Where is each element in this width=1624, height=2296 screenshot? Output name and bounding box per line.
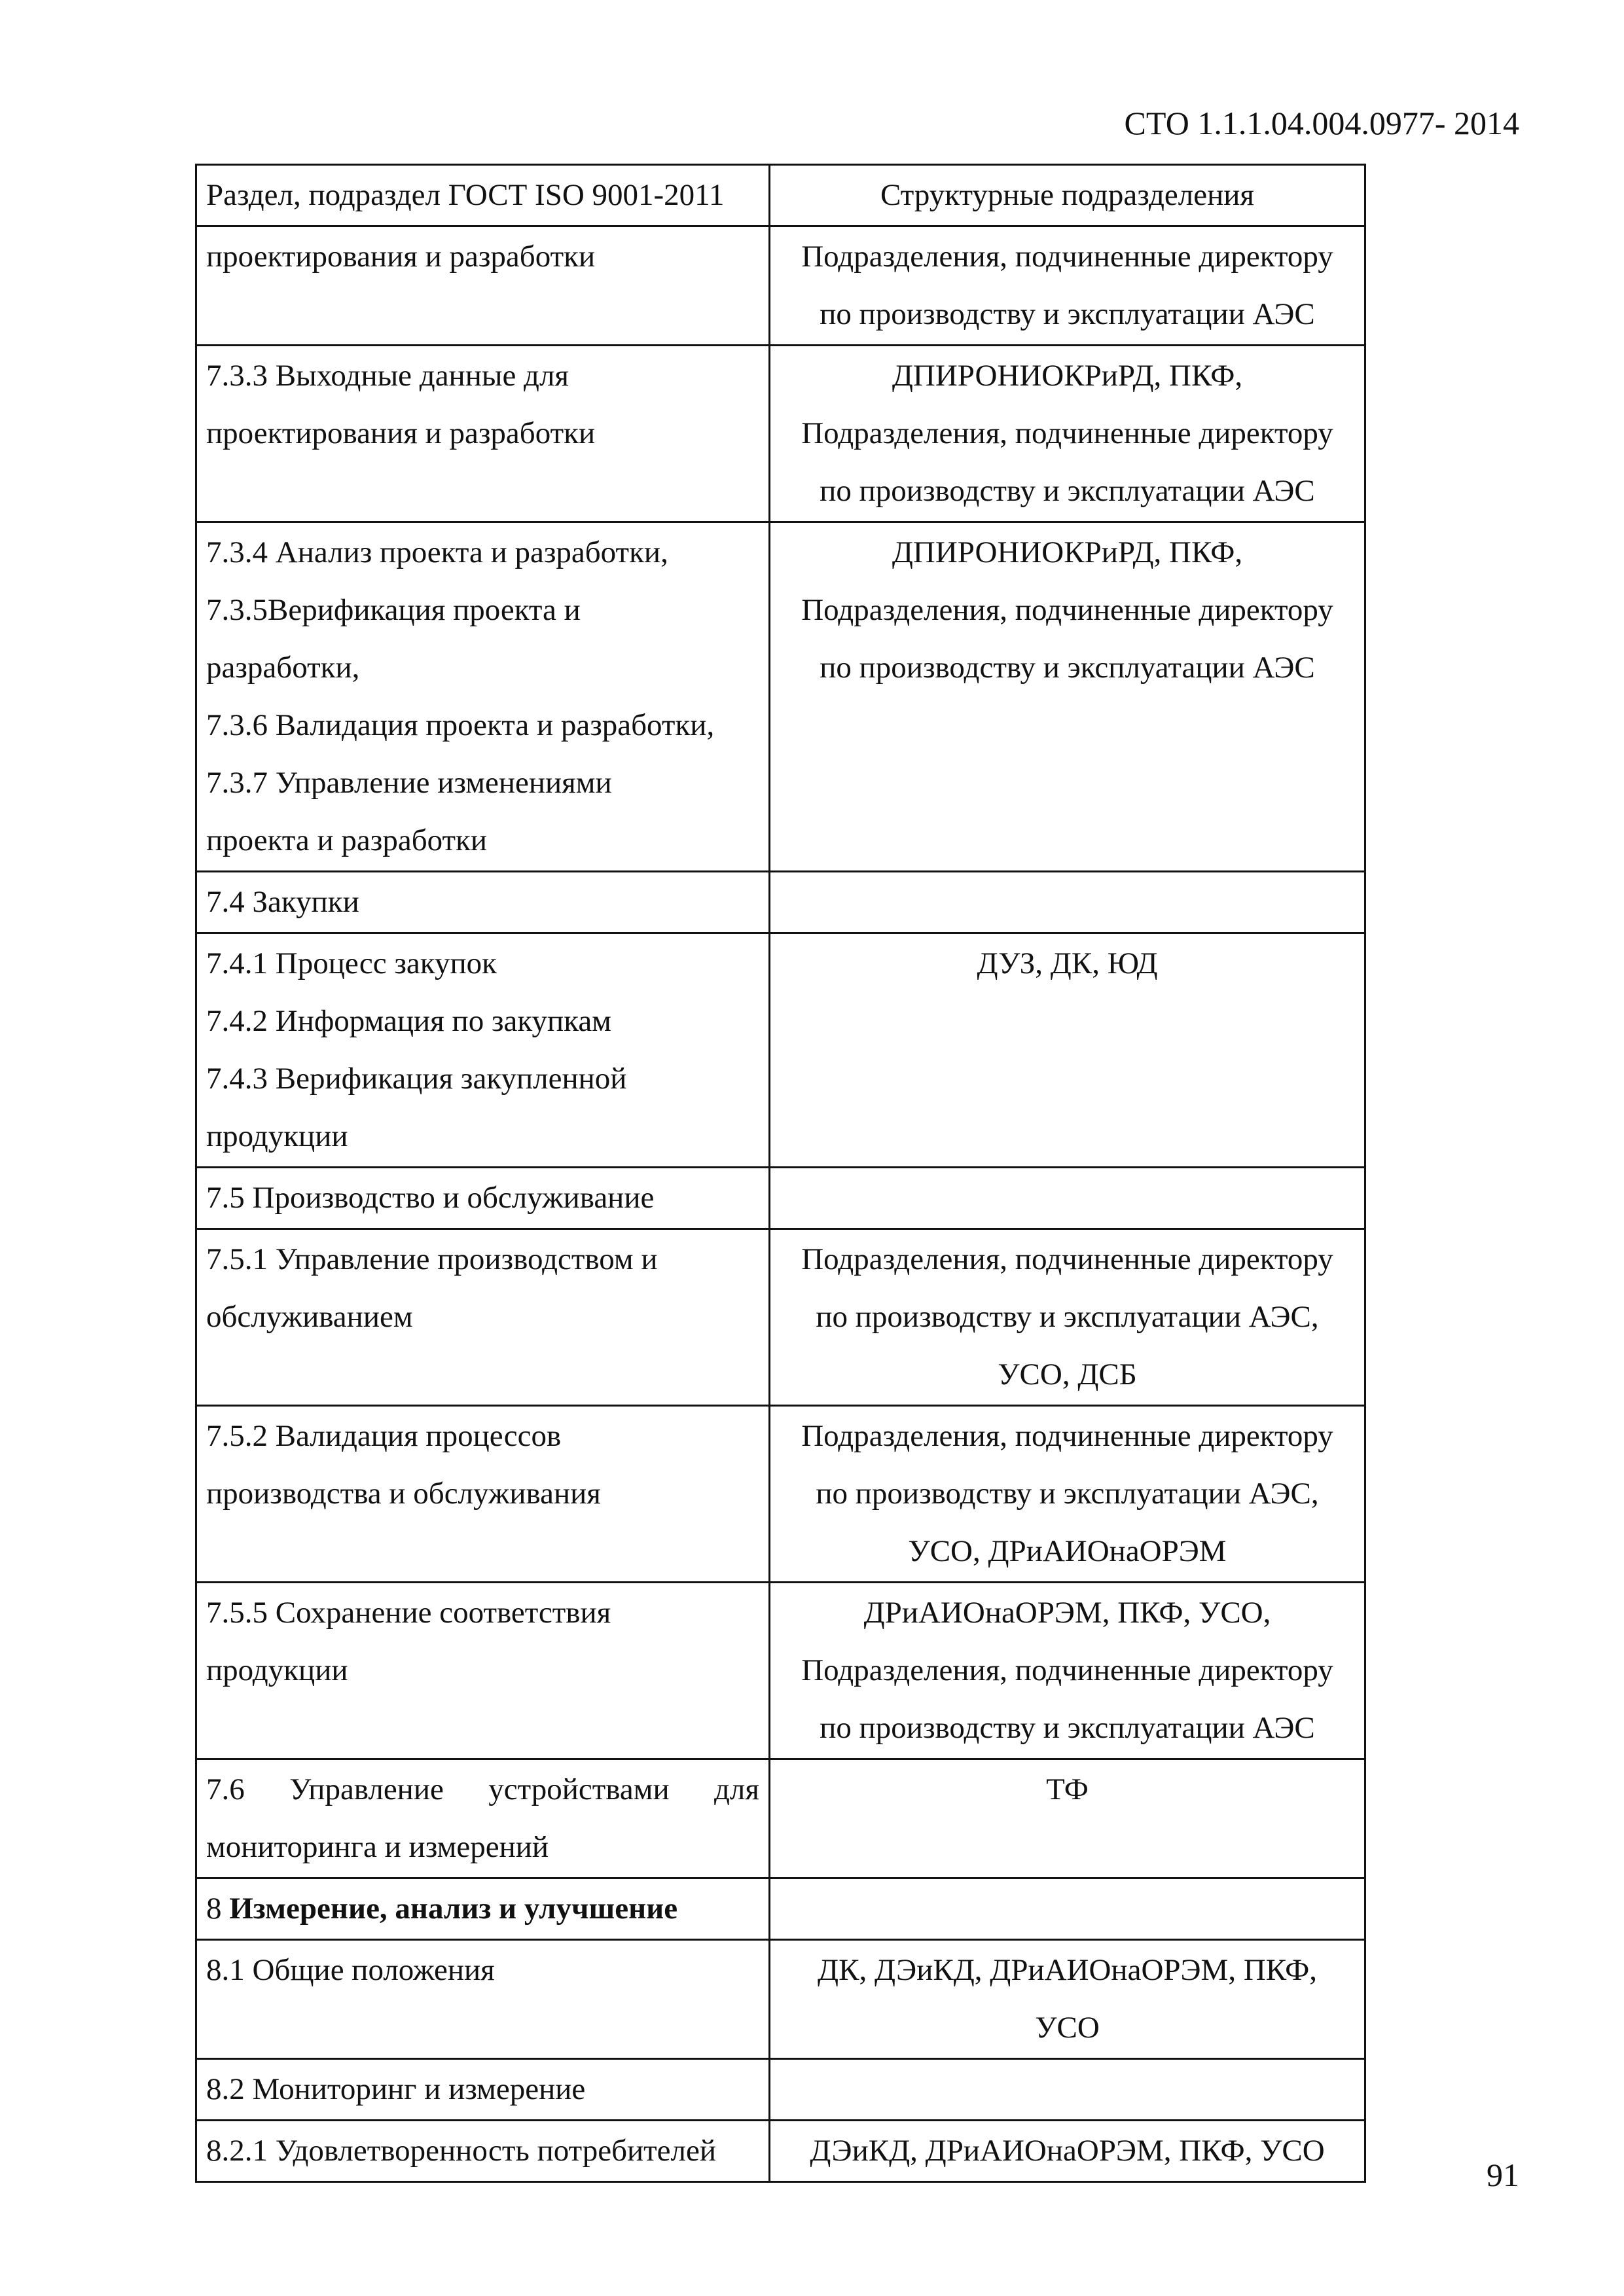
departments-cell: ДПИРОНИОКРиРД, ПКФ, Подразделения, подчиненные директору по производству и эксплуатации АЭС bbox=[770, 522, 1365, 872]
departments-cell-empty bbox=[770, 1168, 1365, 1229]
section-cell: 7.3.3 Выходные данные для проектирования и разработки bbox=[196, 346, 770, 522]
table-row bbox=[196, 1406, 1365, 1583]
departments-cell: Подразделения, подчиненные директору по производству и эксплуатации АЭС, УСО, ДСБ bbox=[770, 1229, 1365, 1406]
table-row bbox=[196, 346, 1365, 522]
document-code: СТО 1.1.1.04.004.0977- 2014 bbox=[1124, 105, 1519, 141]
section-cell: 8.1 Общие положения bbox=[196, 1940, 770, 2059]
justified-line: 7.6 Управление устройствами для bbox=[206, 1772, 759, 1806]
section-cell: 7.3.4 Анализ проекта и разработки, 7.3.5Верификация проекта и разработки, 7.3.6 Валидация проекта и разработки, 7.3.7 Управление изменениями проекта и разработки bbox=[196, 522, 770, 872]
table-row bbox=[196, 1878, 1365, 1940]
table-row bbox=[196, 1168, 1365, 1229]
table-row bbox=[196, 1759, 1365, 1878]
section-cell: 7.4 Закупки bbox=[196, 872, 770, 933]
header-cell-section: Раздел, подраздел ГОСТ ISO 9001-2011 bbox=[196, 165, 770, 226]
table-row bbox=[196, 2121, 1365, 2182]
departments-cell: ДПИРОНИОКРиРД, ПКФ, Подразделения, подчиненные директору по производству и эксплуатации АЭС bbox=[770, 346, 1365, 522]
departments-cell-empty bbox=[770, 2059, 1365, 2121]
departments-cell: ДК, ДЭиКД, ДРиАИОнаОРЭМ, ПКФ, УСО bbox=[770, 1940, 1365, 2059]
section-cell: 7.5.1 Управление производством и обслуживанием bbox=[196, 1229, 770, 1406]
page-number: 91 bbox=[1487, 2157, 1519, 2193]
table-row bbox=[196, 1229, 1365, 1406]
section-cell: 7.5.5 Сохранение соответствия продукции bbox=[196, 1583, 770, 1759]
header-cell-departments: Структурные подразделения bbox=[770, 165, 1365, 226]
section-heading-cell: 8 Измерение, анализ и улучшение bbox=[196, 1878, 770, 1940]
table-row bbox=[196, 1940, 1365, 2059]
table-row bbox=[196, 872, 1365, 933]
section-cell: 8.2 Мониторинг и измерение bbox=[196, 2059, 770, 2121]
table-header-row bbox=[196, 165, 1365, 226]
sections-table bbox=[195, 164, 1366, 2183]
departments-cell: ТФ bbox=[770, 1759, 1365, 1878]
departments-cell-empty bbox=[770, 872, 1365, 933]
departments-cell: Подразделения, подчиненные директору по производству и эксплуатации АЭС bbox=[770, 226, 1365, 346]
table-row bbox=[196, 2059, 1365, 2121]
table-row bbox=[196, 226, 1365, 346]
table-row bbox=[196, 933, 1365, 1168]
section-cell: 7.4.1 Процесс закупок 7.4.2 Информация по закупкам 7.4.3 Верификация закупленной продукции bbox=[196, 933, 770, 1168]
departments-cell: ДУЗ, ДК, ЮД bbox=[770, 933, 1365, 1168]
section-cell: 7.5.2 Валидация процессов производства и обслуживания bbox=[196, 1406, 770, 1583]
section-cell: 7.6 Управление устройствами для мониторинга и измерений bbox=[196, 1759, 770, 1878]
section-cell: 7.5 Производство и обслуживание bbox=[196, 1168, 770, 1229]
departments-cell: Подразделения, подчиненные директору по производству и эксплуатации АЭС, УСО, ДРиАИОнаОРЭМ bbox=[770, 1406, 1365, 1583]
departments-cell-empty bbox=[770, 1878, 1365, 1940]
departments-cell: ДРиАИОнаОРЭМ, ПКФ, УСО, Подразделения, подчиненные директору по производству и эксплуатации АЭС bbox=[770, 1583, 1365, 1759]
table-row bbox=[196, 1583, 1365, 1759]
section-cell: 8.2.1 Удовлетворенность потребителей bbox=[196, 2121, 770, 2182]
section-cell: проектирования и разработки bbox=[196, 226, 770, 346]
departments-cell: ДЭиКД, ДРиАИОнаОРЭМ, ПКФ, УСО bbox=[770, 2121, 1365, 2182]
table-row bbox=[196, 522, 1365, 872]
